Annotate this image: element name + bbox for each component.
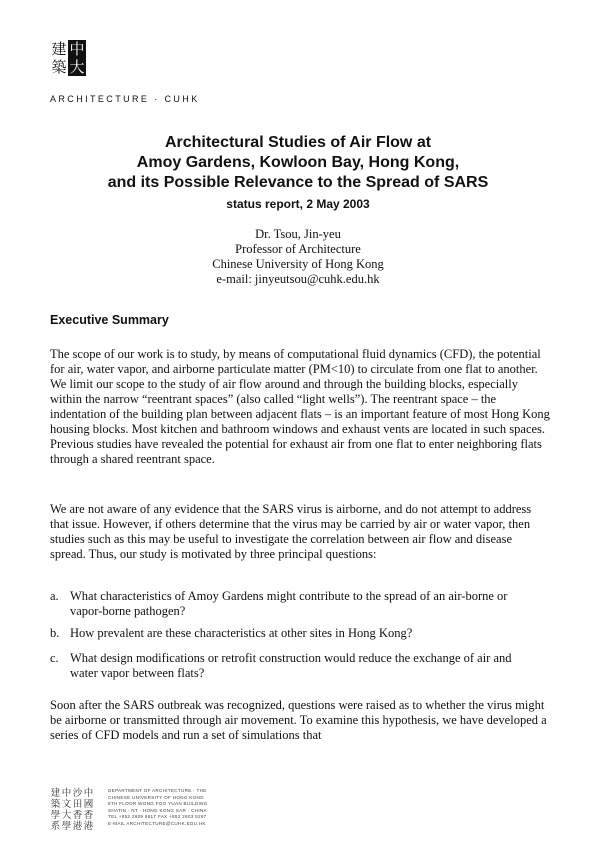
document-subtitle: status report, 2 May 2003: [226, 197, 370, 211]
footer-char: 港: [83, 821, 94, 832]
footer-char: 港: [72, 821, 83, 832]
paragraph: We are not aware of any evidence that the SARS virus is airborne, and do not attempt to address that issue. However, if others determine that the virus may be carried by air or water vapor, then studies such as this may be useful to investigate the correlation between air flow and disease spread. Thus, our study is motivated by three principal questions:: [50, 502, 532, 561]
logo-wordmark: ARCHITECTURE · CUHK: [50, 94, 200, 104]
footer-address-line: CHINESE UNIVERSITY OF HONG KONG: [108, 794, 204, 800]
logo-char: 築: [51, 58, 67, 76]
footer-address-line: DEPARTMENT OF ARCHITECTURE · THE: [108, 788, 207, 793]
footer-char: 香: [83, 810, 94, 821]
footer-char: 大: [61, 810, 72, 821]
author-block: [0, 227, 596, 287]
document-title: [0, 133, 596, 193]
logo-char: 大: [69, 58, 85, 76]
footer-address-line: SHATIN · NT · HONG KONG SAR · CHINA: [108, 807, 207, 813]
author-email: e-mail: jinyeutsou@cuhk.edu.hk: [216, 272, 380, 286]
author-name: Dr. Tsou, Jin-yeu: [255, 227, 341, 241]
title-line: and its Possible Relevance to the Spread of SARS: [107, 174, 489, 191]
list-item-text: What characteristics of Amoy Gardens might contribute to the spread of an air-borne or vapor-borne pathogen?: [70, 589, 508, 618]
title-line: Amoy Gardens, Kowloon Bay, Hong Kong,: [136, 154, 460, 171]
footer-char: 沙: [72, 788, 83, 799]
footer-char: 中: [83, 788, 94, 799]
footer-chinese-address: [50, 788, 94, 832]
logo-character-grid: [50, 40, 86, 76]
footer-address-line: TEL +852 2609 6517 FAX +852 2603 5267: [108, 814, 207, 820]
footer-address-line: E-MAIL ARCHITECTURE@CUHK.EDU.HK: [108, 820, 206, 826]
footer-char: 國: [83, 799, 94, 810]
letterhead-footer: [50, 788, 208, 832]
footer-address-line: 5TH FLOOR WONG FOO YUAN BUILDING: [108, 801, 208, 807]
footer-char: 田: [72, 799, 83, 810]
footer-char: 建: [50, 788, 61, 799]
paragraph: Soon after the SARS outbreak was recognized, questions were raised as to whether the virus might be airborne or transmitted through air movement. To examine this hypothesis, we have developed a series of CFD models and run a set of simulations that: [50, 698, 547, 742]
section-heading: Executive Summary: [50, 313, 169, 327]
author-affiliation: Chinese University of Hong Kong: [212, 257, 384, 271]
list-item-text: How prevalent are these characteristics at other sites in Hong Kong?: [70, 626, 413, 640]
logo-char: 建: [51, 40, 67, 58]
cuhk-architecture-logo: [50, 40, 86, 76]
list-item-text: What design modifications or retrofit construction would reduce the exchange of air and water vapor between flats?: [70, 651, 512, 680]
footer-english-address: [108, 788, 268, 828]
footer-char: 系: [50, 821, 61, 832]
title-line: Architectural Studies of Air Flow at: [164, 134, 432, 151]
logo-char: 中: [69, 40, 85, 58]
list-item-label: a.: [50, 589, 59, 603]
footer-char: 中: [61, 788, 72, 799]
list-item-label: c.: [50, 651, 59, 665]
list-item-label: b.: [50, 626, 60, 640]
footer-char: 學: [50, 810, 61, 821]
author-position: Professor of Architecture: [235, 242, 361, 256]
footer-char: 香: [72, 810, 83, 821]
footer-char: 築: [50, 799, 61, 810]
paragraph: The scope of our work is to study, by means of computational fluid dynamics (CFD), the potential for air, water vapor, and airborne particulate matter (PM<10) to circulate from one flat to another. We limit our scope to the study of air flow around and through the building blocks, especially within the narrow “reentrant spaces” (also called “light wells”). The reentrant space – the indentation of the building plan between adjacent flats – is an important feature of most Hong Kong housing blocks. Most kitchen and bathroom windows and exhaust vents are located in such spaces. Previous studies have revealed the potential for exhaust air from one flat to enter neighboring flats through a shared reentrant space.: [50, 347, 550, 466]
footer-char: 文: [61, 799, 72, 810]
footer-char: 學: [61, 821, 72, 832]
